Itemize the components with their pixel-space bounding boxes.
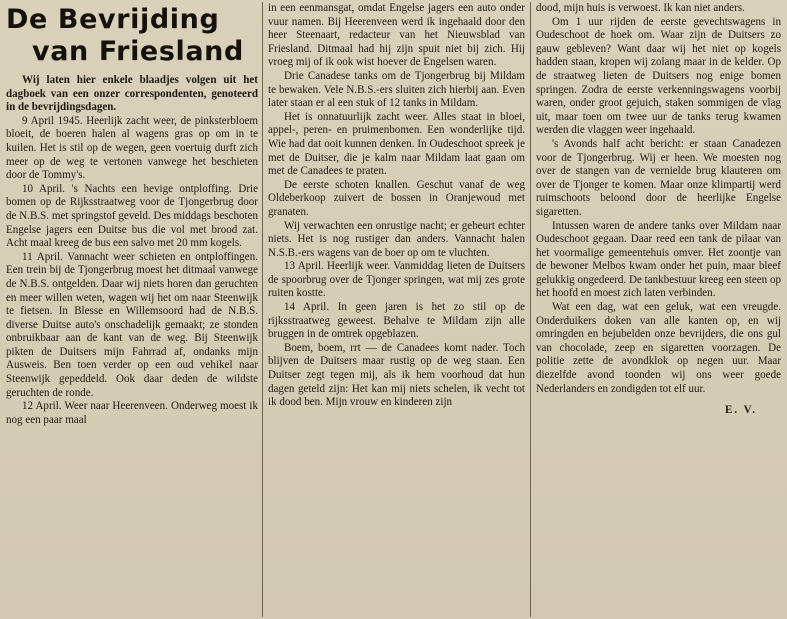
paragraph: dood, mijn huis is verwoest. Ik kan niet anders. — [536, 2, 745, 14]
paragraph: 's Avonds half acht bericht: er staan Canadezen voor de Tjongerbrug. Wij er heen. We moesten nog over de stangen van de vernielde brug klauteren om over de Tjonger te komen. Maar onze klimpartij werd ruimschoots beloond door de heerlijke Engelse sigaretten. — [536, 137, 781, 218]
diary-entry-10-april: 10 April. 's Nachts een hevige ontploffing. Drie bomen op de Rijksstraatweg voor de Tjongerbrug door de N.B.S. met springstof geveld. Des middags beschoten Engelse jagers een Duitse bus die vol met brood zat. Acht maal kreeg de bus een salvo met 20 mm kogels. — [6, 182, 258, 250]
paragraph: Wij verwachten een onrustige nacht; er gebeurt echter niets. Het is nog rustiger dan anders. Vannacht halen N.S.B.-ers wagens van de boer op om te vluchten. — [268, 219, 525, 259]
lead-paragraph — [6, 74, 258, 115]
column-2 — [262, 2, 530, 617]
diary-entry-9-april: 9 April 1945. Heerlijk zacht weer, de pinksterbloem bloeit, de boeren halen al wagens gras op om in te kuilen. Het is stil op de wegen, geen voertuig durft zich meer op de weg te vertonen vanwege het beschieten door de Tommy's. — [6, 114, 258, 182]
paragraph: in een eenmansgat, omdat Engelse jagers een auto onder vuur namen. Bij Heerenveen werd ik ingehaald door den heer Steenaart, redacteur van het Nieuwsblad van Friesland. Ditmaal had hij zijn spuit niet bij zich. Hij vroeg mij of ik ook wist hoever de Engelsen waren. — [268, 2, 525, 69]
column-3 — [530, 2, 783, 617]
diary-entry-13-april: 13 April. Heerlijk weer. Vanmiddag lieten de Duitsers de spoorbrug over de Tjonger springen, wat mij zes grote ruiten kostte. — [268, 260, 525, 300]
diary-entry-14-april: 14 April. In geen jaren is het zo stil op de rijksstraatweg geweest. Behalve te Mildam zijn alle bruggen in de omtrek opgeblazen. — [268, 301, 525, 341]
paragraph: Wat een dag, wat een geluk, wat een vreugde. Onderduikers doken van alle kanten op, en wij omringden en bejubelden onze bevrijders, die ons gul van chocolade, zeep en sigaretten voorzagen. De politie zette de avondklok op negen uur. Maar diezelfde avond toonden wij ons weer goede Nederlanders en zondigden tot elf uur. — [536, 301, 781, 395]
lead-text: Wij laten hier enkele blaadjes volgen uit het dagboek van een onzer correspondenten, genoteerd in de bevrijdingsdagen. — [6, 74, 258, 114]
paragraph: Boem, boem, rrt — de Canadees komt nader. Toch blijven de Duitsers maar rustig op de weg staan. Een Duitser zegt tegen mij, als ik hem voorhoud dat hun dagen geteld zijn: Het kan mij niets schelen, ik vecht tot ik dood ben. Mijn vrouw en kinderen zijn — [268, 341, 525, 409]
diary-entry-12-april: 12 April. Weer naar Heerenveen. Onderweg moest ik nog een paar maal — [6, 400, 258, 426]
headline-line-2: van Friesland — [32, 36, 244, 67]
paragraph: De eerste schoten knallen. Geschut vanaf de weg Oldeberkoop zuivert de bossen in Oranjewoud met granaten. — [268, 178, 525, 218]
diary-entry-11-april: 11 April. Vannacht weer schieten en ontploffingen. Een trein bij de Tjongerbrug moest het ditmaal vanwege de N.B.S. ontgelden. Daar wij niets horen dan geruchten en meer willen weten, wagen wij het om naar Steenwijk te fietsen. In Blesse en Willemsoord had de N.B.S. diverse Duitse auto's onschadelijk gemaakt; ze stonden onbruikbaar aan de kant van de weg. Bij Steenwijk pikten de Duitsers mijn Fahrrad af, ondanks mijn Ausweis. Ben toen verder op een oud vehikel naar Steenwijk gepeddeld. Ook daar deden de wildste geruchten de ronde. — [6, 250, 258, 399]
author-signature: E. V. — [724, 404, 757, 417]
paragraph: Drie Canadese tanks om de Tjongerbrug bij Mildam te bewaken. Vele N.B.S.-ers sluiten zich hierbij aan. Even later staan er al een stuk of 12 tanks in Mildam. — [268, 69, 525, 110]
headline-line-1: De Bevrijding — [6, 4, 220, 35]
column-1 — [4, 2, 262, 617]
article-columns — [4, 2, 783, 617]
paragraph: Intussen waren de andere tanks over Mildam naar Oudeschoot gegaan. Daar reed een tank de pilaar van het voormalige gemeentehuis omver. Het zoontje van de bewoner Melbos kwam onder het puin, maar bleef gelukkig ongedeerd. De tankbestuur kreeg een steen op het hoofd en moest zich laten verbinden. — [536, 219, 781, 300]
headline — [6, 4, 258, 68]
paragraph: Het is onnatuurlijk zacht weer. Alles staat in bloei, appel-, peren- en pruimenbomen. Een wonderlijke tijd. Wie had dat ooit kunnen denken. In Oudeschoot spreek je met de Duitser, die je kalm naar Mildam laat gaan om met de Canadees te praten. — [268, 110, 525, 178]
paragraph: Om 1 uur rijden de eerste gevechtswagens in Oudeschoot de hoek om. Waar zijn de Duitsers zo gauw gebleven? Want daar wij het niet op kogels hadden staan, kropen wij zolang maar in de kelder. Op de straatweg lieten de Duitsers nog enige bomen springen. Zodra de eerste verkenningswagens voorbij waren, onder groot gejuich, staken sommigen de vlag uit, maar toen om twee uur de tanks terug kwamen werden die vlaggen weer ingehaald. — [536, 15, 781, 137]
